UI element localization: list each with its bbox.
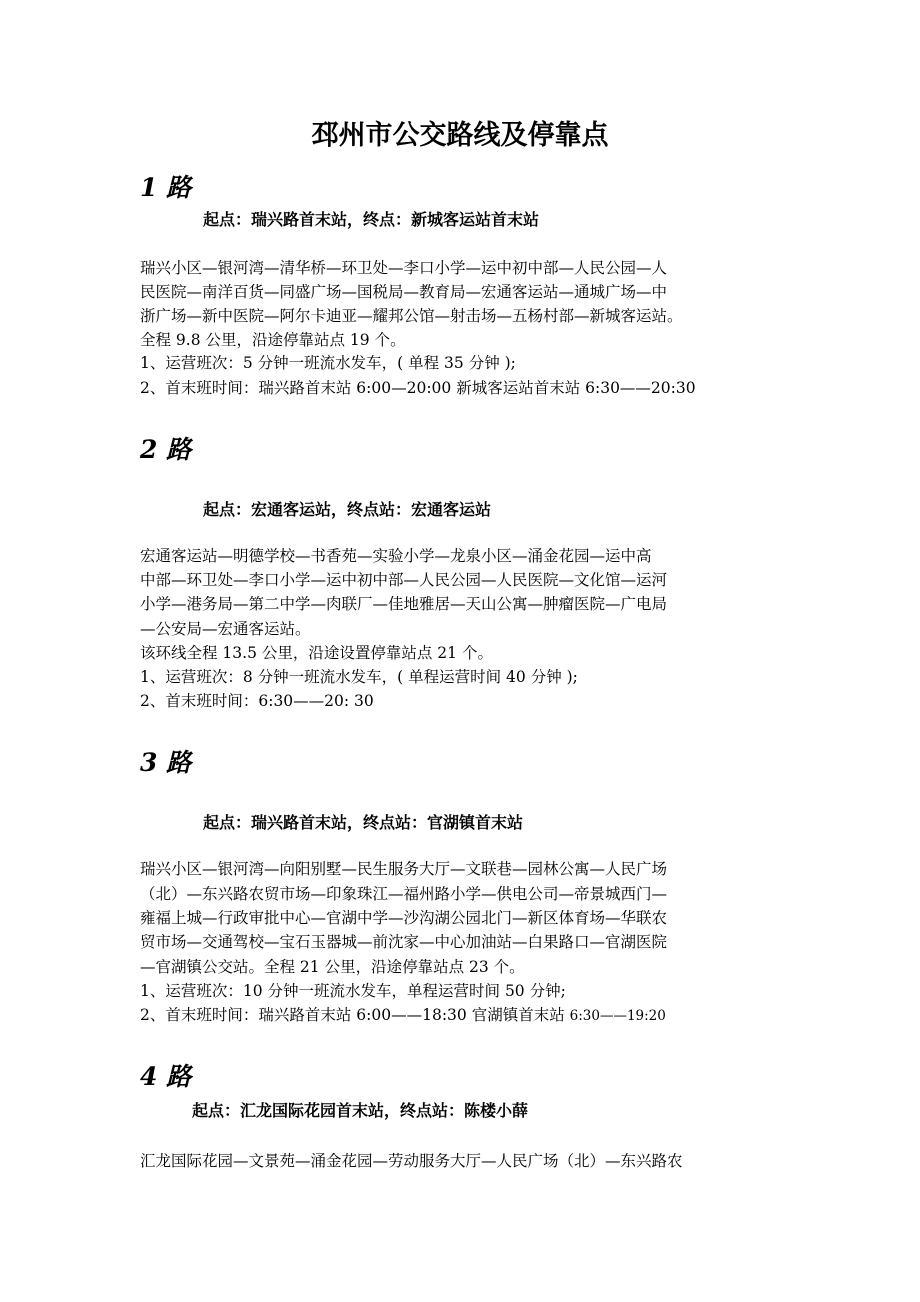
route-3-heading: 3 路 xyxy=(140,748,192,777)
route-3-line: 瑞兴小区—银河湾—向阳别墅—民生服务大厅—文联巷—园林公寓—人民广场 xyxy=(140,860,668,878)
route-1-line: 全程 9.8 公里，沿途停靠站点 19 个。 xyxy=(140,331,406,349)
route-3-line: 贸市场—交通驾校—宝石玉器城—前沈家—中心加油站—白果路口—官湖医院 xyxy=(140,933,668,951)
route-2-schedule: 1、运营班次：8 分钟一班流水发车，( 单程运营时间 40 分钟 ); xyxy=(140,668,578,686)
route-4-endpoints: 起点：汇龙国际花园首末站，终点站：陈楼小薛 xyxy=(192,1101,529,1120)
route-3-hours-tail: 6:30——19:20 xyxy=(569,1008,666,1024)
route-2-line: 中部—环卫处—李口小学—运中初中部—人民公园—人民医院—文化馆—运河 xyxy=(140,571,668,589)
route-3-endpoints: 起点：瑞兴路首末站，终点站：官湖镇首末站 xyxy=(203,813,524,832)
route-1-heading: 1 路 xyxy=(140,173,192,202)
route-1-endpoints: 起点：瑞兴路首末站，终点：新城客运站首末站 xyxy=(203,210,540,229)
page-title: 邳州市公交路线及停靠点 xyxy=(311,120,609,151)
route-2-line: 宏通客运站—明德学校—书香苑—实验小学—龙泉小区—涌金花园—运中高 xyxy=(140,547,652,565)
route-2-line: 小学—港务局—第二中学—肉联厂—佳地雅居—天山公寓—肿瘤医院—广电局 xyxy=(140,595,668,613)
route-2-endpoints: 起点：宏通客运站，终点站：宏通客运站 xyxy=(203,500,492,519)
route-3-hours xyxy=(140,1004,666,1027)
route-1-hours: 2、首末班时间：瑞兴路首末站 6:00—20:00 新城客运站首末站 6:30——20:30 xyxy=(140,379,696,397)
route-3-line: —官湖镇公交站。全程 21 公里，沿途停靠站点 23 个。 xyxy=(140,958,525,976)
route-1-line: 瑞兴小区—银河湾—清华桥—环卫处—李口小学—运中初中部—人民公园—人 xyxy=(140,259,668,277)
route-3-hours-text: 2、首末班时间：瑞兴路首末站 6:00——18:30 官湖镇首末站 xyxy=(140,1006,570,1024)
route-1-schedule: 1、运营班次：5 分钟一班流水发车，( 单程 35 分钟 ); xyxy=(140,354,516,372)
route-3-line: 雍福上城—行政审批中心—官湖中学—沙沟湖公园北门—新区体育场—华联农 xyxy=(140,909,668,927)
route-1-line: 浙广场—新中医院—阿尔卡迪亚—耀邦公馆—射击场—五杨村部—新城客运站。 xyxy=(140,307,683,325)
route-2-line: 该环线全程 13.5 公里，沿途设置停靠站点 21 个。 xyxy=(140,644,493,662)
route-4-heading: 4 路 xyxy=(140,1062,192,1091)
route-4-line: 汇龙国际花园—文景苑—涌金花园—劳动服务大厅—人民广场（北）—东兴路农 xyxy=(140,1152,683,1170)
route-1-line: 民医院—南洋百货—同盛广场—国税局—教育局—宏通客运站—通城广场—中 xyxy=(140,283,668,301)
route-3-schedule: 1、运营班次：10 分钟一班流水发车，单程运营时间 50 分钟; xyxy=(140,982,566,1000)
route-2-hours: 2、首末班时间：6:30——20: 30 xyxy=(140,692,374,710)
route-2-heading: 2 路 xyxy=(140,435,192,464)
route-3-line: （北）—东兴路农贸市场—印象珠江—福州路小学—供电公司—帝景城西门— xyxy=(140,885,668,903)
route-2-line: —公安局—宏通客运站。 xyxy=(140,620,311,638)
